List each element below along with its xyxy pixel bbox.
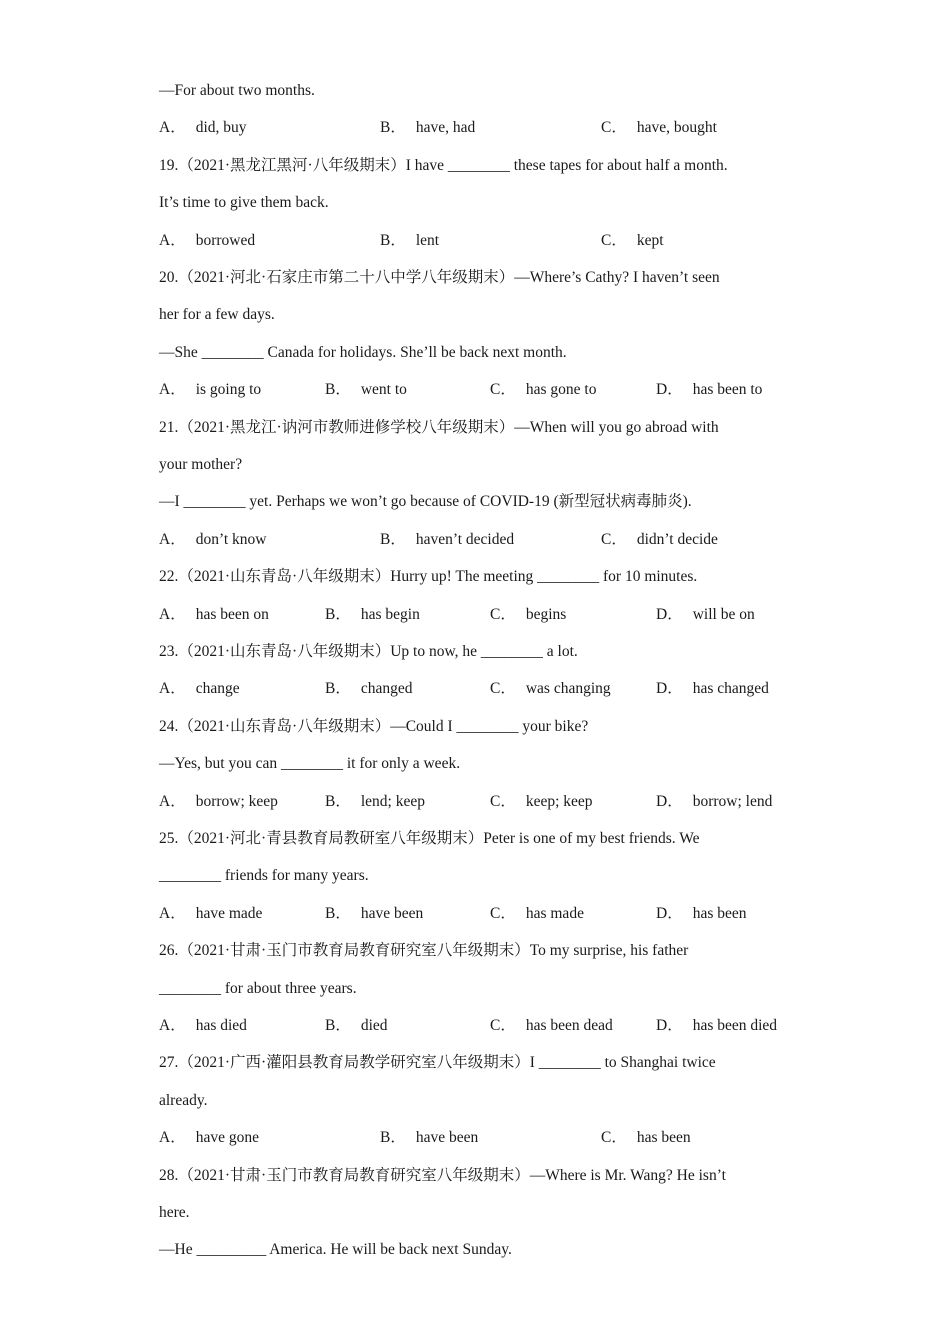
option-text: change	[195, 680, 240, 697]
answer-options	[159, 1016, 799, 1036]
option-text: has made	[525, 905, 584, 922]
option-text: has been on	[195, 606, 269, 623]
option-text: keep; keep	[525, 793, 593, 810]
answer-option	[159, 1016, 247, 1036]
option-text: have made	[195, 905, 263, 922]
option-letter: C．	[490, 905, 516, 922]
option-letter: B．	[325, 381, 351, 398]
option-letter: D．	[656, 381, 683, 398]
option-text: have, bought	[636, 119, 717, 136]
option-letter: C．	[490, 606, 516, 623]
answer-options	[159, 792, 799, 812]
option-letter: A．	[159, 1129, 186, 1146]
question-stem: 24.（2021·山东青岛·八年级期末）—Could I ________ your bike?	[159, 718, 589, 735]
answer-option	[490, 679, 611, 699]
question-text-line: —I ________ yet. Perhaps we won’t go because of COVID-19 (新型冠状病毒肺炎).	[159, 493, 692, 510]
option-text: is going to	[195, 381, 262, 398]
option-letter: D．	[656, 606, 683, 623]
question-stem: 21.（2021·黑龙江·讷河市教师进修学校八年级期末）—When will you go abroad with	[159, 419, 719, 436]
answer-options	[159, 118, 799, 138]
option-letter: B．	[325, 606, 351, 623]
answer-option	[656, 1016, 777, 1036]
answer-option	[159, 605, 269, 625]
option-letter: A．	[159, 232, 186, 249]
answer-option	[325, 380, 407, 400]
option-text: have been	[360, 905, 424, 922]
answer-option	[601, 231, 664, 251]
option-letter: B．	[325, 680, 351, 697]
answer-option	[159, 679, 240, 699]
option-text: kept	[636, 232, 664, 249]
answer-option	[490, 1016, 613, 1036]
question-stem: 25.（2021·河北·青县教育局教研室八年级期末）Peter is one of my best friends. We	[159, 830, 700, 847]
option-text: has died	[195, 1017, 247, 1034]
answer-option	[325, 1016, 388, 1036]
answer-option	[656, 679, 769, 699]
option-text: borrowed	[195, 232, 256, 249]
option-letter: A．	[159, 531, 186, 548]
option-letter: B．	[325, 1017, 351, 1034]
question-stem: 28.（2021·甘肃·玉门市教育局教育研究室八年级期末）—Where is Mr. Wang? He isn’t	[159, 1167, 726, 1184]
option-letter: D．	[656, 680, 683, 697]
option-text: has begin	[360, 606, 420, 623]
option-text: borrow; keep	[195, 793, 278, 810]
option-letter: C．	[490, 381, 516, 398]
question-stem: 23.（2021·山东青岛·八年级期末）Up to now, he ________ a lot.	[159, 643, 578, 660]
option-text: didn’t decide	[636, 531, 718, 548]
option-letter: D．	[656, 1017, 683, 1034]
option-text: has gone to	[525, 381, 597, 398]
option-text: has been died	[692, 1017, 778, 1034]
option-letter: C．	[601, 531, 627, 548]
answer-option	[490, 605, 566, 625]
answer-option	[490, 792, 593, 812]
option-letter: A．	[159, 905, 186, 922]
question-stem: 20.（2021·河北·石家庄市第二十八中学八年级期末）—Where’s Cathy? I haven’t seen	[159, 269, 720, 286]
option-text: will be on	[692, 606, 755, 623]
option-letter: A．	[159, 606, 186, 623]
option-text: changed	[360, 680, 413, 697]
answer-option	[159, 792, 278, 812]
option-text: begins	[525, 606, 567, 623]
answer-options	[159, 1128, 799, 1148]
question-text-line: her for a few days.	[159, 306, 275, 323]
answer-option	[601, 530, 718, 550]
option-letter: B．	[380, 232, 406, 249]
option-letter: D．	[656, 793, 683, 810]
answer-option	[159, 380, 261, 400]
option-letter: A．	[159, 793, 186, 810]
answer-option	[325, 679, 412, 699]
answer-options	[159, 605, 799, 625]
answer-option	[490, 380, 596, 400]
option-letter: B．	[380, 531, 406, 548]
option-letter: C．	[490, 1017, 516, 1034]
answer-option	[159, 118, 247, 138]
answer-option	[159, 1128, 259, 1148]
option-text: borrow; lend	[692, 793, 773, 810]
option-letter: C．	[601, 232, 627, 249]
question-text-line: —He _________ America. He will be back next Sunday.	[159, 1241, 512, 1258]
question-text-line: —Yes, but you can ________ it for only a week.	[159, 755, 461, 772]
option-text: don’t know	[195, 531, 267, 548]
option-letter: B．	[325, 905, 351, 922]
answer-option	[325, 904, 423, 924]
option-text: did, buy	[195, 119, 247, 136]
option-text: have been	[415, 1129, 479, 1146]
question-text-line: —For about two months.	[159, 82, 315, 99]
question-stem: 19.（2021·黑龙江黑河·八年级期末）I have ________ these tapes for about half a month.	[159, 157, 728, 174]
answer-options	[159, 904, 799, 924]
answer-options	[159, 231, 799, 251]
option-letter: B．	[325, 793, 351, 810]
option-letter: A．	[159, 1017, 186, 1034]
option-letter: C．	[601, 119, 627, 136]
option-letter: B．	[380, 1129, 406, 1146]
option-letter: C．	[601, 1129, 627, 1146]
answer-option	[380, 1128, 478, 1148]
answer-options	[159, 530, 799, 550]
option-text: has been dead	[525, 1017, 613, 1034]
option-letter: A．	[159, 680, 186, 697]
answer-option	[656, 904, 747, 924]
question-text-line: here.	[159, 1204, 190, 1221]
answer-option	[159, 530, 266, 550]
answer-option	[380, 231, 439, 251]
option-text: have gone	[195, 1129, 259, 1146]
question-stem: 22.（2021·山东青岛·八年级期末）Hurry up! The meeting ________ for 10 minutes.	[159, 568, 698, 585]
question-text-line: your mother?	[159, 456, 243, 473]
question-stem: 26.（2021·甘肃·玉门市教育局教育研究室八年级期末）To my surprise, his father	[159, 942, 689, 959]
answer-option	[656, 605, 755, 625]
option-letter: A．	[159, 381, 186, 398]
answer-option	[601, 1128, 691, 1148]
option-text: lend; keep	[360, 793, 425, 810]
option-text: lent	[415, 232, 440, 249]
option-text: has been	[636, 1129, 691, 1146]
option-text: have, had	[415, 119, 476, 136]
answer-option	[656, 792, 772, 812]
answer-options	[159, 679, 799, 699]
answer-option	[380, 118, 475, 138]
option-text: was changing	[525, 680, 611, 697]
option-text: has been to	[692, 381, 763, 398]
answer-option	[601, 118, 717, 138]
question-text-line: ________ friends for many years.	[159, 867, 369, 884]
question-text-line: ________ for about three years.	[159, 980, 357, 997]
option-text: haven’t decided	[415, 531, 515, 548]
answer-options	[159, 380, 799, 400]
option-text: has been	[692, 905, 747, 922]
answer-option	[380, 530, 514, 550]
answer-option	[325, 792, 425, 812]
option-letter: C．	[490, 680, 516, 697]
option-text: has changed	[692, 680, 769, 697]
answer-option	[159, 231, 255, 251]
question-text-line: already.	[159, 1092, 208, 1109]
answer-option	[159, 904, 262, 924]
question-text-line: —She ________ Canada for holidays. She’ll be back next month.	[159, 344, 567, 361]
option-letter: B．	[380, 119, 406, 136]
option-text: went to	[360, 381, 407, 398]
answer-option	[656, 380, 762, 400]
option-letter: D．	[656, 905, 683, 922]
answer-option	[325, 605, 420, 625]
option-letter: C．	[490, 793, 516, 810]
option-letter: A．	[159, 119, 186, 136]
question-stem: 27.（2021·广西·灌阳县教育局教学研究室八年级期末）I ________ to Shanghai twice	[159, 1054, 716, 1071]
option-text: died	[360, 1017, 388, 1034]
question-text-line: It’s time to give them back.	[159, 194, 329, 211]
answer-option	[490, 904, 584, 924]
